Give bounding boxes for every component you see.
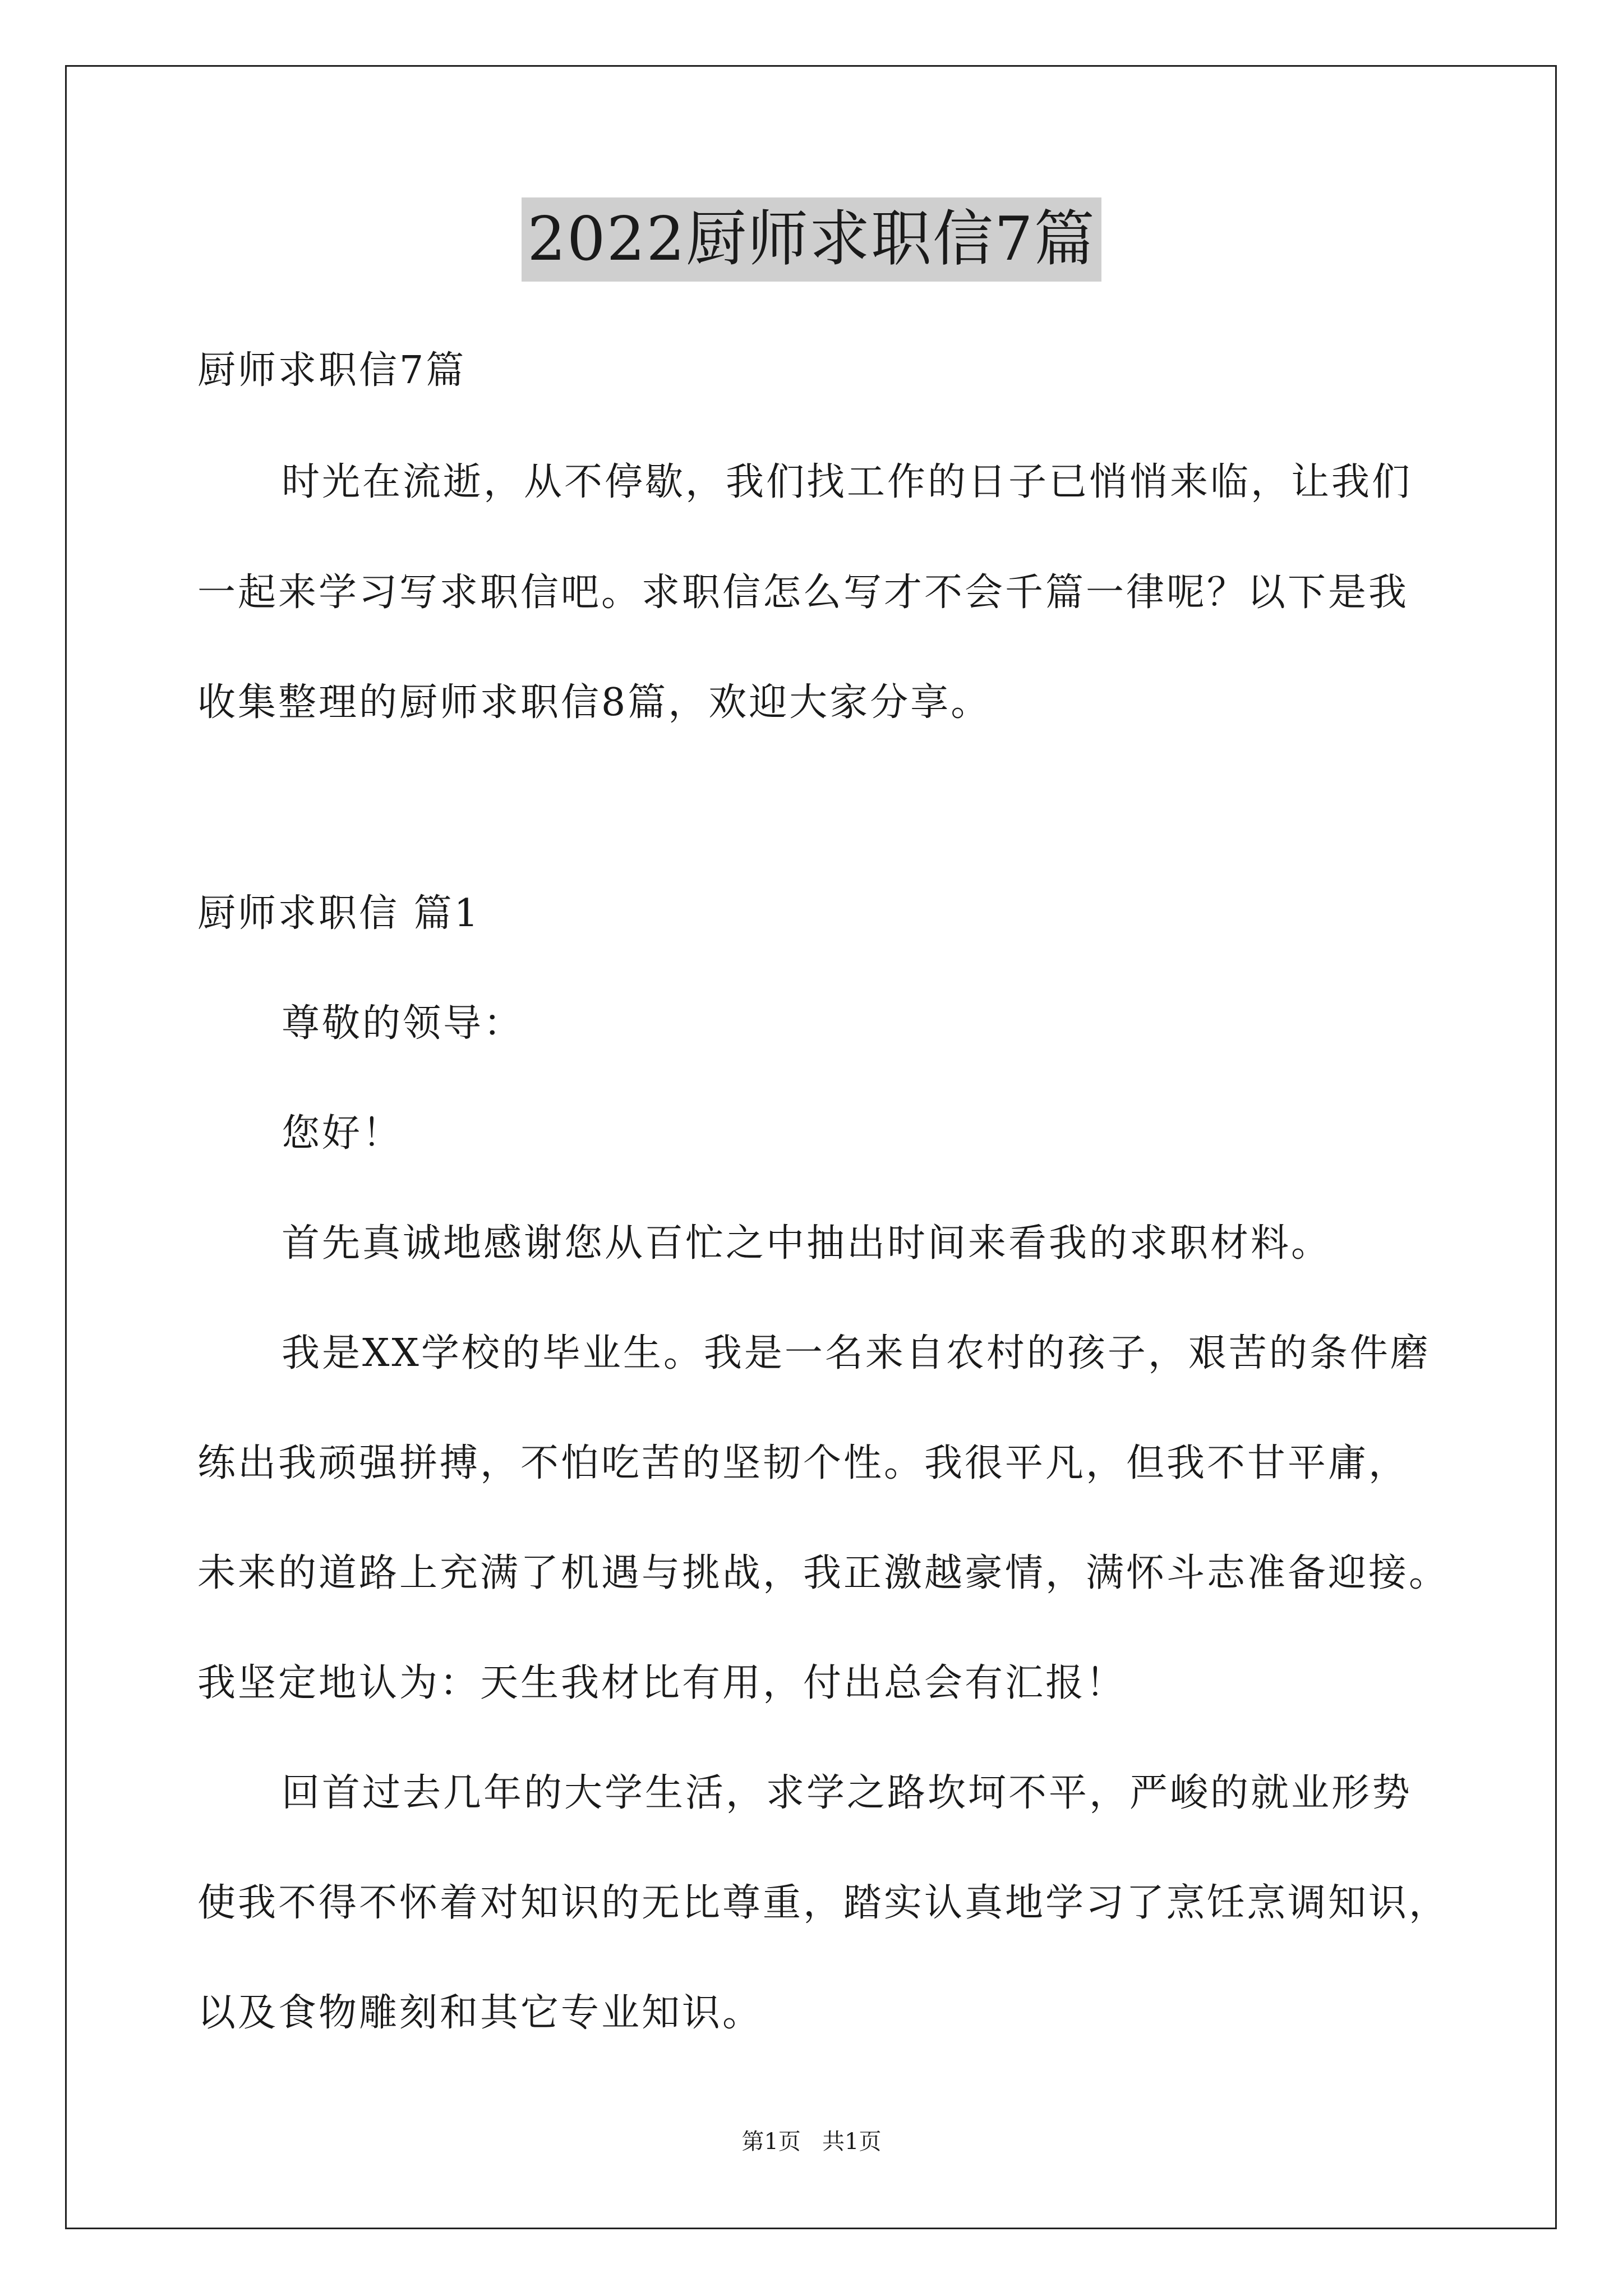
salutation: 尊敬的领导： bbox=[282, 1001, 524, 1046]
paragraph1-line-1: 我是XX学校的毕业生。我是一名来自农村的孩子，艰苦的条件磨 bbox=[282, 1331, 1431, 1375]
paragraph1-line-4: 我坚定地认为：天生我材比有用，付出总会有汇报！ bbox=[197, 1661, 1127, 1705]
document-subtitle: 厨师求职信7篇 bbox=[197, 348, 467, 393]
page-footer: 第1页 共1页 bbox=[741, 2129, 882, 2155]
paragraph2-line-2: 使我不得不怀着对知识的无比尊重，踏实认真地学习了烹饪烹调知识， bbox=[197, 1881, 1450, 1925]
section-heading: 厨师求职信 篇1 bbox=[197, 891, 481, 936]
intro-line-1: 时光在流逝，从不停歇，我们找工作的日子已悄悄来临，让我们 bbox=[282, 460, 1413, 504]
greeting: 您好！ bbox=[282, 1111, 403, 1156]
thanks-line: 首先真诚地感谢您从百忙之中抽出时间来看我的求职材料。 bbox=[282, 1221, 1332, 1266]
intro-line-3: 收集整理的厨师求职信8篇，欢迎大家分享。 bbox=[197, 680, 992, 725]
document-title: 2022厨师求职信7篇 bbox=[522, 197, 1101, 282]
paragraph1-line-2: 练出我顽强拼搏，不怕吃苦的坚韧个性。我很平凡，但我不甘平庸， bbox=[197, 1441, 1409, 1485]
title-container bbox=[0, 197, 1623, 282]
paragraph1-line-3: 未来的道路上充满了机遇与挑战，我正激越豪情，满怀斗志准备迎接。 bbox=[197, 1551, 1450, 1595]
paragraph2-line-3: 以及食物雕刻和其它专业知识。 bbox=[197, 1991, 763, 2035]
intro-line-2: 一起来学习写求职信吧。求职信怎么写才不会千篇一律呢？以下是我 bbox=[197, 570, 1409, 615]
paragraph2-line-1: 回首过去几年的大学生活，求学之路坎坷不平，严峻的就业形势 bbox=[282, 1771, 1413, 1815]
